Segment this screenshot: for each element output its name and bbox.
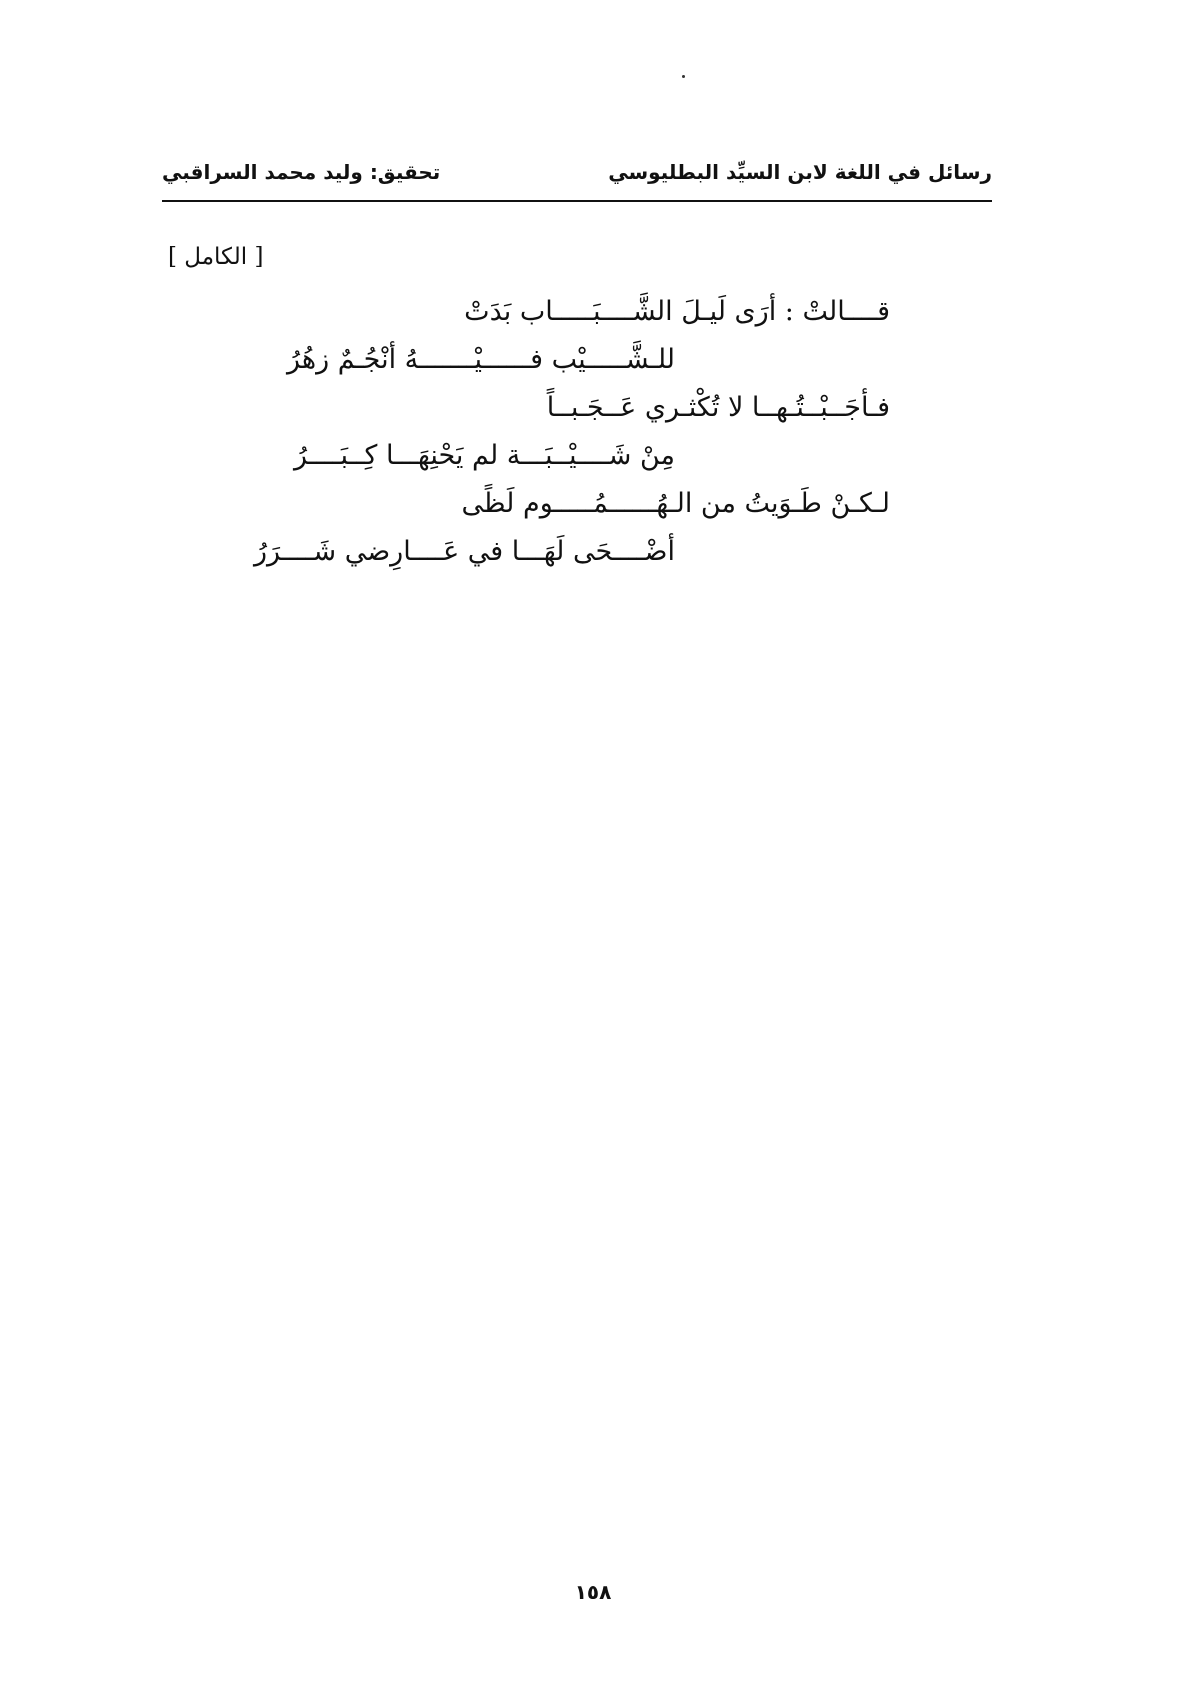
stray-ink-dot [682,75,685,78]
header-rule [162,200,992,202]
poem [240,290,890,620]
poem-line: فـأجَــبْــتُـهــا لا تُكْثـري عَــجَـبــاً [546,392,890,423]
page-number: ١٥٨ [574,1580,612,1604]
book-title: رسائل في اللغة لابن السيِّد البطليوسي [608,160,992,184]
editor-credit: تحقيق: وليد محمد السراقبي [162,160,441,184]
poem-line: أضْــــحَى لَهَـــا في عَــــارِضي شَــــرَرُ [253,536,675,567]
running-header [162,150,992,202]
meter-label: [ الكامل ] [168,244,264,270]
poem-line: قــــالتْ : أرَى لَيـلَ الشَّــــبَـــــاب بَدَتْ [464,296,890,327]
poem-line: للـشَّـــــيْب فــــــيْـــــــهُ أنْجُـمٌ زهُرُ [287,344,675,375]
poem-line: مِنْ شَــــيْــبَـــة لم يَحْنِهَـــا كِــبَــــرُ [294,440,675,471]
poem-line: لـكـنْ طَـوَيتُ من الـهُــــــمُـــــوم لَظًى [461,488,890,519]
